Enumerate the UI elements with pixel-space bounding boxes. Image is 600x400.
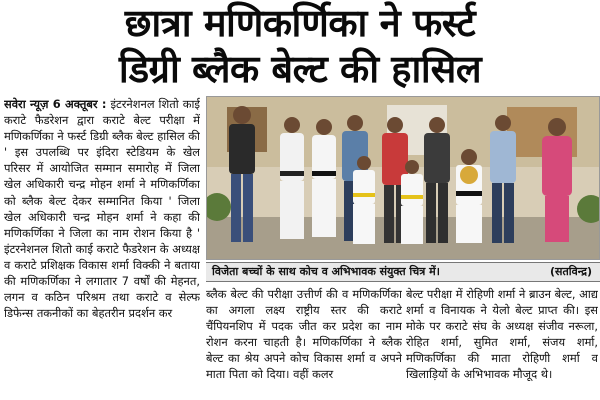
photo-caption — [206, 262, 600, 282]
article-text-3: बेल्ट परीक्षा में रोहिणी शर्मा ने ब्राउन बेल्ट, आद्य शर्मा व विनायक ने येलो बेल्ट प्राप्त की। इस मोके पर कराटे संघ के अध्यक्ष संजीव नरूला, रोहित शर्मा, सुमित शर्मा, संजय शर्मा, मणिकर्णिका की माता रोहिणी शर्मा व खिलाड़ियों के अभिभावक मौजूद थे। — [406, 287, 598, 382]
headline-line-2: डिग्री ब्लैक बेल्ट की हासिल — [118, 47, 482, 91]
group-photo-illustration — [207, 97, 600, 260]
photo-credit: (सतविन्द्र) — [550, 265, 592, 278]
headline-line-1: छात्रा मणिकर्णिका ने फर्स्ट — [124, 1, 476, 45]
article-text-1: इंटरनेशनल शितो काई कराटे फैडरेशन द्वारा कराटे बेल्ट परीक्षा में मणिकर्णिका ने फर्स्ट डिग्री ब्लैक बेल्ट हासिल की ' इस उपलब्धि पर इंदिरा स्टेडियम के खेल परिसर में आयोजित सम्मान समारोह में जिला खेल अधिकारी चन्द्र मोहन शर्मा ने मणिकर्णिका को ब्लैक बेल्ट देकर सम्मानित किया ' जिला खेल अधिकारी चन्द्र मोहन शर्मा ने कहा की मणिकर्णिका ने जिला का नाम रोशन किया है ' इंटरनेशनल शितो काई कराटे फैडरेशन के अध्यक्ष व कराटे प्रशिक्षक विकास शर्मा विक्की ने बताया की मणिकर्णिका ने लगातार 7 वर्षों की मेहनत, लगन व कठिन परिश्रम तथा कराटे व सेल्फ डिफेन्स तकनीकों का बेहतरीन प्रदर्शन कर — [4, 97, 200, 321]
article-column-3 — [406, 286, 598, 400]
dateline: सवेरा न्यूज़ 6 अक्तूबर : — [4, 97, 107, 111]
article-column-2 — [206, 286, 402, 400]
group-photo — [206, 96, 600, 260]
article-text-2: ब्लैक बेल्ट की परीक्षा उत्तीर्ण की व मणिकर्णिका का अगला लक्ष्य राष्ट्रीय स्तर की कराटे चैंपियनशिप में पदक जीत कर प्रदेश का नाम रोशन करना चाहती है। मणिकर्णिका ने ब्लैक बेल्ट का श्रेय अपने कोच विकास शर्मा व अपने माता पिता को दिया। वहीं कलर — [206, 287, 402, 382]
article-column-1 — [4, 96, 200, 400]
photo-caption-text: विजेता बच्चों के साथ कोच व अभिभावक संयुक्त चित्र में। — [212, 265, 440, 278]
headline — [0, 0, 600, 92]
